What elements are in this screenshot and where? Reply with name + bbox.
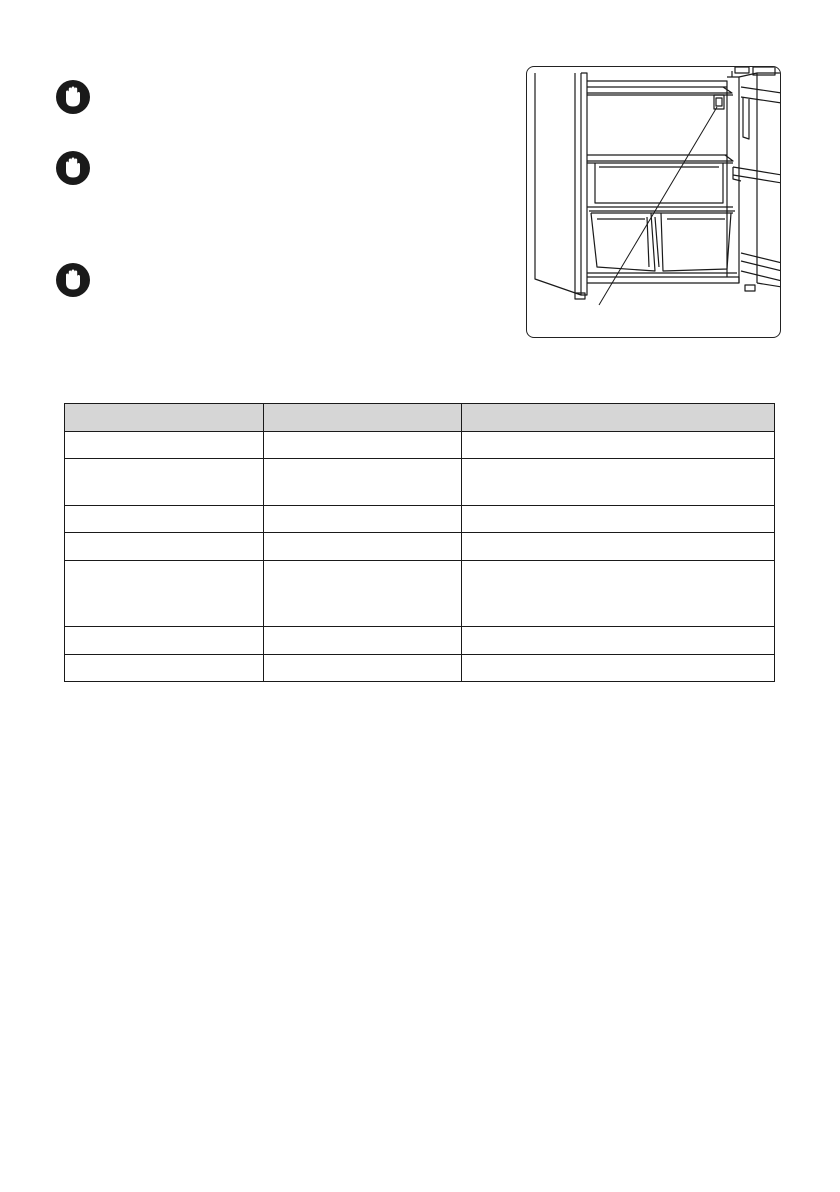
table-row bbox=[65, 533, 775, 561]
table-cell bbox=[462, 459, 775, 506]
table-row bbox=[65, 432, 775, 459]
table-cell bbox=[264, 627, 462, 655]
table-row bbox=[65, 655, 775, 682]
table-row bbox=[65, 459, 775, 506]
table-cell bbox=[264, 459, 462, 506]
table-row bbox=[65, 506, 775, 533]
table-row bbox=[65, 627, 775, 655]
table-cell bbox=[462, 561, 775, 627]
table-cell bbox=[264, 533, 462, 561]
table-cell bbox=[65, 533, 264, 561]
table-row bbox=[65, 561, 775, 627]
table-cell bbox=[462, 533, 775, 561]
table-cell bbox=[264, 655, 462, 682]
refrigerator-illustration bbox=[527, 67, 781, 338]
stop-hand-icon bbox=[55, 262, 91, 298]
table-header-cell bbox=[462, 404, 775, 432]
table-cell bbox=[462, 432, 775, 459]
spec-table bbox=[64, 403, 775, 682]
table-header-cell bbox=[264, 404, 462, 432]
table-cell bbox=[462, 627, 775, 655]
table-header-cell bbox=[65, 404, 264, 432]
table-cell bbox=[65, 655, 264, 682]
table-cell bbox=[65, 627, 264, 655]
table-cell bbox=[462, 506, 775, 533]
table-header-row bbox=[65, 404, 775, 432]
table-cell bbox=[65, 432, 264, 459]
table-cell bbox=[65, 506, 264, 533]
stop-hand-icon bbox=[55, 79, 91, 115]
table-cell bbox=[264, 432, 462, 459]
table-cell bbox=[462, 655, 775, 682]
table-cell bbox=[65, 459, 264, 506]
table-cell bbox=[264, 561, 462, 627]
refrigerator-figure bbox=[526, 66, 781, 338]
table-cell bbox=[264, 506, 462, 533]
stop-hand-icon bbox=[55, 150, 91, 186]
table-cell bbox=[65, 561, 264, 627]
